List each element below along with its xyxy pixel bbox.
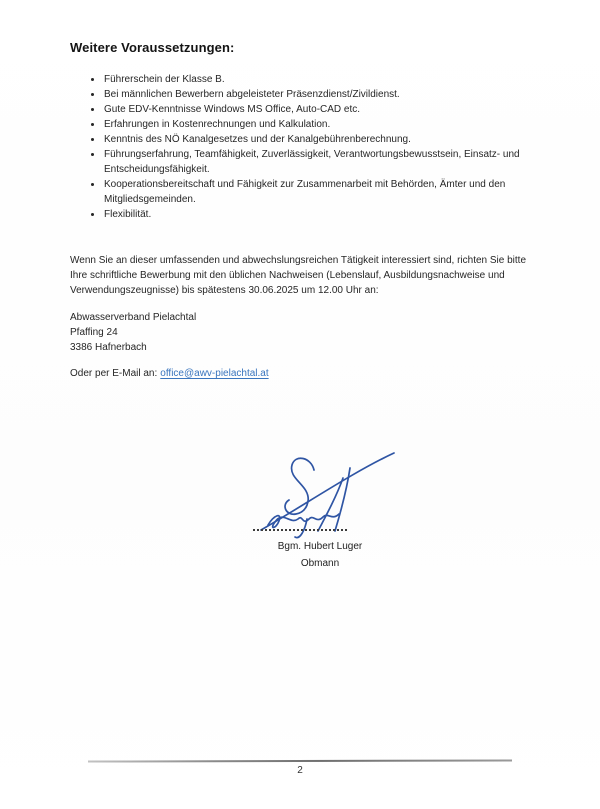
signature-dotted-line bbox=[253, 523, 347, 531]
handwritten-signature bbox=[248, 448, 398, 548]
list-item: • Führungserfahrung, Teamfähigkeit, Zuverlässigkeit, Verantwortungsbewusstsein, Einsatz- und Entscheidungsfähigkeit. bbox=[103, 147, 532, 177]
page-number: 2 bbox=[297, 765, 303, 776]
list-item: • Führerschein der Klasse B. bbox=[103, 72, 532, 87]
signatory-title: Obmann bbox=[300, 558, 340, 569]
address-line: Abwasserverband Pielachtal bbox=[70, 312, 197, 323]
list-item: • Erfahrungen in Kostenrechnungen und Kalkulation. bbox=[103, 117, 532, 132]
closing-paragraph: Wenn Sie an dieser umfassenden und abwechslungsreichen Tätigkeit interessiert sind, richten Sie bitte Ihre schriftliche Bewerbung mit den üblichen Nachweisen (Lebenslauf, Ausbildungsnachweise und Verwendungszeugnisse) bis spätestens 30.06.2025 um 12.00 Uhr an: bbox=[70, 255, 527, 296]
email-line bbox=[70, 366, 532, 381]
list-item: • Kooperationsbereitschaft und Fähigkeit zur Zusammenarbeit mit Behörden, Ämter und den Mitgliedsgemeinden. bbox=[103, 177, 532, 207]
signatory-name: Bgm. Hubert Luger bbox=[277, 541, 363, 552]
list-item: • Gute EDV-Kenntnisse Windows MS Office, Auto-CAD etc. bbox=[103, 102, 532, 117]
section-heading: Weitere Voraussetzungen: bbox=[70, 40, 235, 55]
list-item: • Flexibilität. bbox=[103, 207, 532, 222]
email-link[interactable]: office@awv-pielachtal.at bbox=[160, 368, 269, 379]
address-block bbox=[70, 310, 532, 355]
email-prefix-label: Oder per E-Mail an: bbox=[70, 368, 158, 379]
address-line: Pfaffing 24 bbox=[70, 327, 118, 338]
footer-divider bbox=[88, 759, 512, 762]
document-body bbox=[70, 40, 532, 381]
address-line: 3386 Hafnerbach bbox=[70, 342, 147, 353]
requirements-list bbox=[70, 72, 532, 222]
list-item: • Bei männlichen Bewerbern abgeleisteter Präsenzdienst/Zivildienst. bbox=[103, 87, 532, 102]
list-item: • Kenntnis des NÖ Kanalgesetzes und der Kanalgebührenberechnung. bbox=[103, 132, 532, 147]
